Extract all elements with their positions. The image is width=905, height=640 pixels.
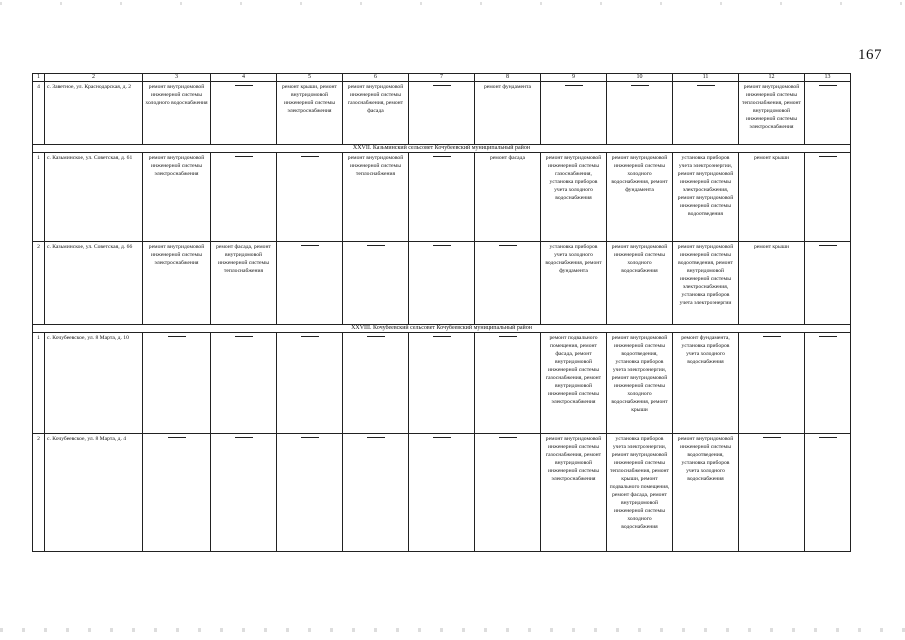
dash-mark	[433, 85, 451, 86]
address-cell: с. Кочубеевское, ул. 8 Марта, д. 10	[45, 333, 143, 434]
work-type-cell: установка приборов учета электроэнергии, ремонт внутридомовой инженерной системы теплоснабжения, ремонт крыши, ремонт подвального помещения, ремонт фасада, ремонт внутридомовой инженерной системы холодного водоснабжения	[607, 434, 673, 552]
work-type-cell: ремонт крыши	[739, 153, 805, 242]
empty-dash-cell	[211, 434, 277, 552]
dash-mark	[499, 336, 517, 337]
row-number: 2	[33, 242, 45, 325]
dash-mark	[631, 85, 649, 86]
dash-mark	[235, 156, 253, 157]
column-number-7: 7	[409, 74, 475, 82]
empty-dash-cell	[409, 153, 475, 242]
column-number-2: 2	[45, 74, 143, 82]
dash-mark	[433, 336, 451, 337]
empty-dash-cell	[739, 434, 805, 552]
dash-mark	[367, 437, 385, 438]
address-cell: с. Кочубеевское, ул. 8 Марта, д. 4	[45, 434, 143, 552]
dash-mark	[763, 336, 781, 337]
work-type-cell: ремонт подвального помещения, ремонт фасада, ремонт внутридомовой инженерной системы газоснабжения, ремонт внутридомовой инженерной системы электроснабжения	[541, 333, 607, 434]
scan-artifact-bottom	[0, 628, 905, 632]
work-type-cell: ремонт внутридомовой инженерной системы водоотведения, установка приборов учета холодного водоснабжения	[673, 434, 739, 552]
work-type-cell: ремонт внутридомовой инженерной системы холодного водоснабжения	[607, 242, 673, 325]
work-type-cell: ремонт крыши, ремонт внутридомовой инженерной системы электроснабжения	[277, 82, 343, 145]
work-type-cell: ремонт внутридомовой инженерной системы холодного водоснабжения	[143, 82, 211, 145]
empty-dash-cell	[409, 82, 475, 145]
empty-dash-cell	[343, 333, 409, 434]
column-number-1: 1	[33, 74, 45, 82]
dash-mark	[433, 437, 451, 438]
dash-mark	[235, 85, 253, 86]
empty-dash-cell	[277, 153, 343, 242]
dash-mark	[367, 336, 385, 337]
work-type-cell: ремонт внутридомовой инженерной системы водоотведения, установка приборов учета электроэнергии, ремонт внутридомовой инженерной системы холодного водоснабжения, ремонт крыши	[607, 333, 673, 434]
work-type-cell: ремонт фундамента, установка приборов учета холодного водоснабжения	[673, 333, 739, 434]
empty-dash-cell	[409, 333, 475, 434]
section-header-row	[33, 145, 851, 153]
table-row	[33, 153, 851, 242]
empty-dash-cell	[277, 434, 343, 552]
dash-mark	[301, 437, 319, 438]
section-title: XXVII. Казьминский сельсовет Кочубеевский муниципальный район	[33, 145, 851, 153]
column-number-13: 13	[805, 74, 851, 82]
dash-mark	[819, 336, 837, 337]
empty-dash-cell	[475, 333, 541, 434]
empty-dash-cell	[343, 242, 409, 325]
work-type-cell: ремонт внутридомовой инженерной системы электроснабжения	[143, 153, 211, 242]
empty-dash-cell	[475, 242, 541, 325]
column-number-row	[33, 74, 851, 82]
empty-dash-cell	[805, 82, 851, 145]
table-row	[33, 242, 851, 325]
column-number-8: 8	[475, 74, 541, 82]
section-header-row	[33, 325, 851, 333]
dash-mark	[819, 437, 837, 438]
table-row	[33, 333, 851, 434]
empty-dash-cell	[409, 434, 475, 552]
work-type-cell: установка приборов учета электроэнергии, ремонт внутридомовой инженерной системы электроснабжения, ремонт внутридомовой инженерной системы водоотведения	[673, 153, 739, 242]
dash-mark	[499, 245, 517, 246]
dash-mark	[168, 336, 186, 337]
column-number-4: 4	[211, 74, 277, 82]
empty-dash-cell	[673, 82, 739, 145]
work-type-cell: ремонт фундамента	[475, 82, 541, 145]
column-number-11: 11	[673, 74, 739, 82]
work-type-cell: ремонт внутридомовой инженерной системы водоотведения, ремонт внутридомовой инженерной системы электроснабжения, установка приборов учета электроэнергии	[673, 242, 739, 325]
empty-dash-cell	[805, 242, 851, 325]
dash-mark	[819, 245, 837, 246]
page-number: 167	[858, 47, 882, 63]
address-cell: с. Заветное, ул. Краснодарская, д. 2	[45, 82, 143, 145]
dash-mark	[301, 245, 319, 246]
empty-dash-cell	[739, 333, 805, 434]
empty-dash-cell	[475, 434, 541, 552]
work-type-cell: ремонт внутридомовой инженерной системы теплоснабжения	[343, 153, 409, 242]
work-type-cell: ремонт крыши	[739, 242, 805, 325]
row-number: 1	[33, 333, 45, 434]
row-number: 1	[33, 153, 45, 242]
empty-dash-cell	[343, 434, 409, 552]
work-type-cell: ремонт внутридомовой инженерной системы газоснабжения, ремонт фасада	[343, 82, 409, 145]
empty-dash-cell	[211, 333, 277, 434]
work-type-cell: ремонт внутридомовой инженерной системы холодного водоснабжения, ремонт фундамента	[607, 153, 673, 242]
dash-mark	[367, 245, 385, 246]
work-type-cell: ремонт внутридомовой инженерной системы газоснабжения, установка приборов учета холодного водоснабжения	[541, 153, 607, 242]
dash-mark	[301, 336, 319, 337]
column-number-3: 3	[143, 74, 211, 82]
dash-mark	[301, 156, 319, 157]
dash-mark	[819, 85, 837, 86]
work-type-cell: ремонт фасада	[475, 153, 541, 242]
empty-dash-cell	[277, 242, 343, 325]
empty-dash-cell	[541, 82, 607, 145]
column-number-9: 9	[541, 74, 607, 82]
row-number: 4	[33, 82, 45, 145]
dash-mark	[565, 85, 583, 86]
scan-artifact-top	[0, 2, 905, 5]
section-title: XXVIII. Кочубеевский сельсовет Кочубеевский муниципальный район	[33, 325, 851, 333]
empty-dash-cell	[277, 333, 343, 434]
dash-mark	[235, 437, 253, 438]
column-number-10: 10	[607, 74, 673, 82]
table-row	[33, 434, 851, 552]
empty-dash-cell	[143, 333, 211, 434]
table-body	[33, 74, 851, 552]
table-row	[33, 82, 851, 145]
column-number-5: 5	[277, 74, 343, 82]
dash-mark	[433, 245, 451, 246]
dash-mark	[235, 336, 253, 337]
dash-mark	[168, 437, 186, 438]
address-cell: с. Казьминское, ул. Советская, д. 66	[45, 242, 143, 325]
column-number-12: 12	[739, 74, 805, 82]
address-cell: с. Казьминское, ул. Советская, д. 61	[45, 153, 143, 242]
empty-dash-cell	[143, 434, 211, 552]
work-type-cell: установка приборов учета холодного водоснабжения, ремонт фундамента	[541, 242, 607, 325]
repair-works-table	[32, 73, 851, 552]
dash-mark	[697, 85, 715, 86]
empty-dash-cell	[607, 82, 673, 145]
empty-dash-cell	[211, 153, 277, 242]
work-type-cell: ремонт фасада, ремонт внутридомовой инженерной системы теплоснабжения	[211, 242, 277, 325]
row-number: 2	[33, 434, 45, 552]
dash-mark	[433, 156, 451, 157]
dash-mark	[499, 437, 517, 438]
empty-dash-cell	[805, 333, 851, 434]
work-type-cell: ремонт внутридомовой инженерной системы электроснабжения	[143, 242, 211, 325]
empty-dash-cell	[805, 153, 851, 242]
work-type-cell: ремонт внутридомовой инженерной системы газоснабжения, ремонт внутридомовой инженерной системы электроснабжения	[541, 434, 607, 552]
empty-dash-cell	[211, 82, 277, 145]
dash-mark	[819, 156, 837, 157]
dash-mark	[763, 437, 781, 438]
empty-dash-cell	[805, 434, 851, 552]
column-number-6: 6	[343, 74, 409, 82]
empty-dash-cell	[409, 242, 475, 325]
work-type-cell: ремонт внутридомовой инженерной системы теплоснабжения, ремонт внутридомовой инженерной системы электроснабжения	[739, 82, 805, 145]
